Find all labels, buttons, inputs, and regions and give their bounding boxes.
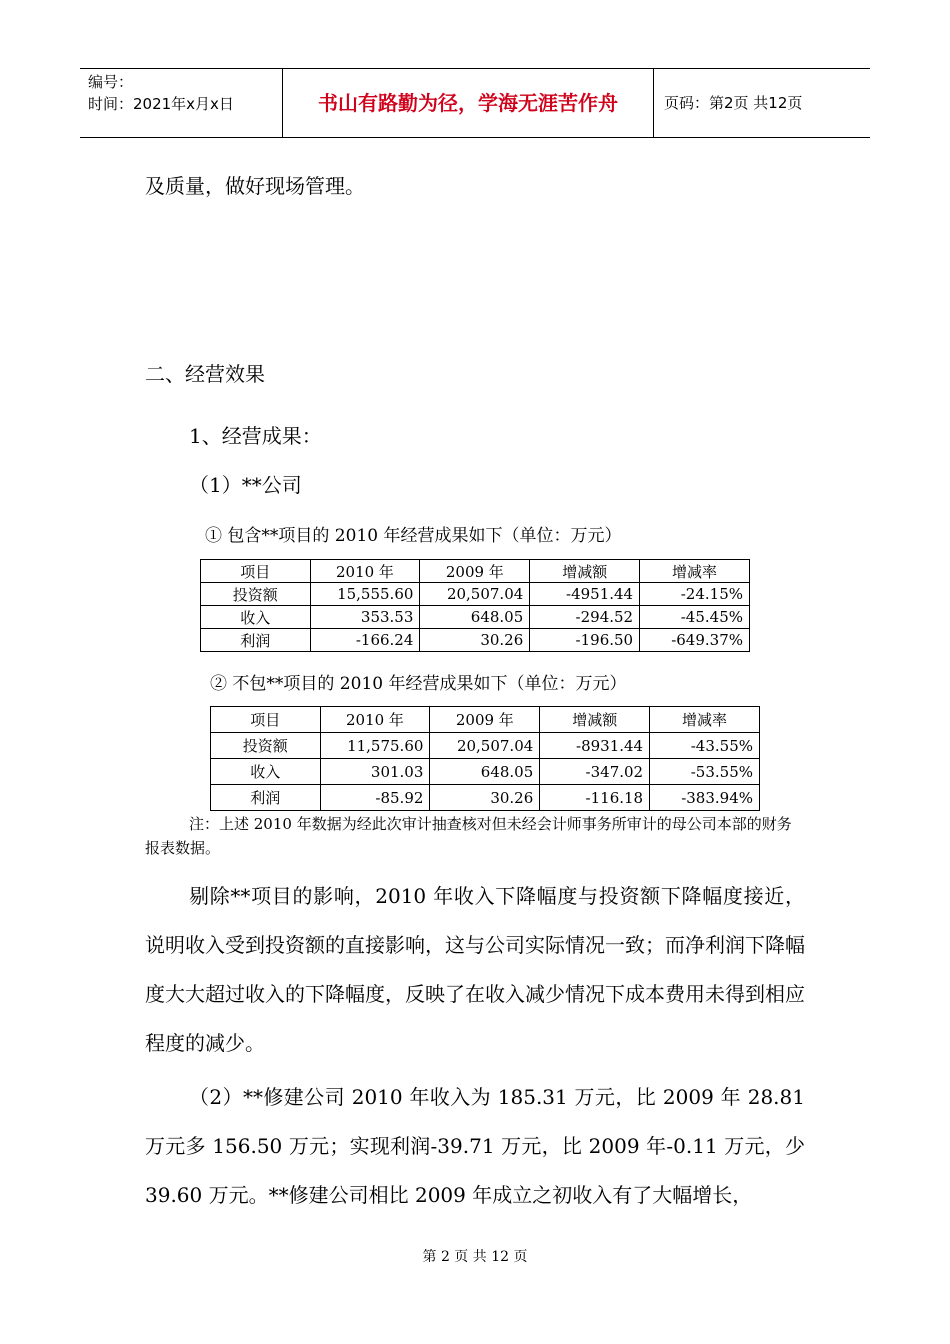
table-cell: -649.37%	[640, 629, 750, 652]
table-cell: 收入	[211, 759, 321, 785]
table-cell: -45.45%	[640, 606, 750, 629]
table-cell: -43.55%	[650, 733, 760, 759]
header-divider	[653, 69, 654, 137]
subsection-heading: 1、经营成果：	[189, 424, 322, 448]
table-header-cell: 2010 年	[310, 560, 420, 583]
table-header-cell: 2010 年	[320, 707, 430, 733]
paragraph: 剔除**项目的影响，2010 年收入下降幅度与投资额下降幅度接近，说明收入受到投资额的直接影响，这与公司实际情况一致；而净利润下降幅度大大超过收入的下降幅度，反映了在收入减少情况下成本费用未得到相应程度的减少。	[145, 884, 805, 1055]
table-cell: 投资额	[201, 583, 311, 606]
table-row	[211, 759, 760, 785]
table-cell: 353.53	[310, 606, 420, 629]
company-heading: （1）**公司	[189, 473, 302, 497]
table-cell: -8931.44	[540, 733, 650, 759]
table-cell: 648.05	[430, 759, 540, 785]
table-cell: -53.55%	[650, 759, 760, 785]
table-cell: 20,507.04	[430, 733, 540, 759]
header-motto: 书山有路勤为径，学海无涯苦作舟	[318, 91, 618, 115]
table-cell: -166.24	[310, 629, 420, 652]
table-header-cell: 增减额	[540, 707, 650, 733]
table-header-cell: 增减率	[650, 707, 760, 733]
table-row	[211, 733, 760, 759]
results-table-excluding	[210, 706, 760, 811]
paragraph: （2）**修建公司 2010 年收入为 185.31 万元，比 2009 年 28.81 万元多 156.50 万元；实现利润-39.71 万元，比 2009 年-0.11 万元，少 39.60 万元。**修建公司相比 2009 年成立之初收入有了大幅增长，	[145, 1085, 805, 1207]
continued-line: 及质量，做好现场管理。	[145, 174, 365, 198]
table-header-cell: 项目	[201, 560, 311, 583]
table-cell: -383.94%	[650, 785, 760, 811]
table-cell: 利润	[211, 785, 321, 811]
table-header-cell: 增减额	[530, 560, 640, 583]
table-cell: 收入	[201, 606, 311, 629]
header-meta	[88, 71, 234, 115]
table-cell: -116.18	[540, 785, 650, 811]
table-row	[211, 785, 760, 811]
table-header-cell: 2009 年	[430, 707, 540, 733]
table-cell: 11,575.60	[320, 733, 430, 759]
table-cell: 15,555.60	[310, 583, 420, 606]
table-footnote: 注：上述 2010 年数据为经此次审计抽查核对但未经会计师事务所审计的母公司本部的财务报表数据。	[145, 815, 792, 857]
header-number-label: 编号：	[88, 73, 134, 91]
table-cell: 30.26	[430, 785, 540, 811]
section-heading: 二、经营效果	[145, 362, 265, 386]
header-page-info: 页码：第2页 共12页	[664, 94, 803, 112]
table-cell: 30.26	[420, 629, 530, 652]
table-row	[201, 629, 750, 652]
table-header-row	[211, 707, 760, 733]
table-header-row	[201, 560, 750, 583]
table-cell: 648.05	[420, 606, 530, 629]
table-cell: -24.15%	[640, 583, 750, 606]
table-cell: -294.52	[530, 606, 640, 629]
table-cell: 投资额	[211, 733, 321, 759]
page-header	[80, 68, 870, 138]
table-header-cell: 2009 年	[420, 560, 530, 583]
table-cell: -4951.44	[530, 583, 640, 606]
table-header-cell: 增减率	[640, 560, 750, 583]
table-cell: 301.03	[320, 759, 430, 785]
page-footer: 第 2 页 共 12 页	[422, 1249, 528, 1265]
table-cell: -196.50	[530, 629, 640, 652]
table-row	[201, 583, 750, 606]
table-cell: 20,507.04	[420, 583, 530, 606]
header-time-label: 时间：2021年x月x日	[88, 95, 234, 113]
table-header-cell: 项目	[211, 707, 321, 733]
table1-caption: ① 包含**项目的 2010 年经营成果如下（单位：万元）	[205, 526, 622, 546]
table2-caption: ② 不包**项目的 2010 年经营成果如下（单位：万元）	[210, 674, 627, 694]
results-table-including	[200, 559, 750, 652]
table-cell: -85.92	[320, 785, 430, 811]
table-cell: 利润	[201, 629, 311, 652]
table-row	[201, 606, 750, 629]
table-cell: -347.02	[540, 759, 650, 785]
